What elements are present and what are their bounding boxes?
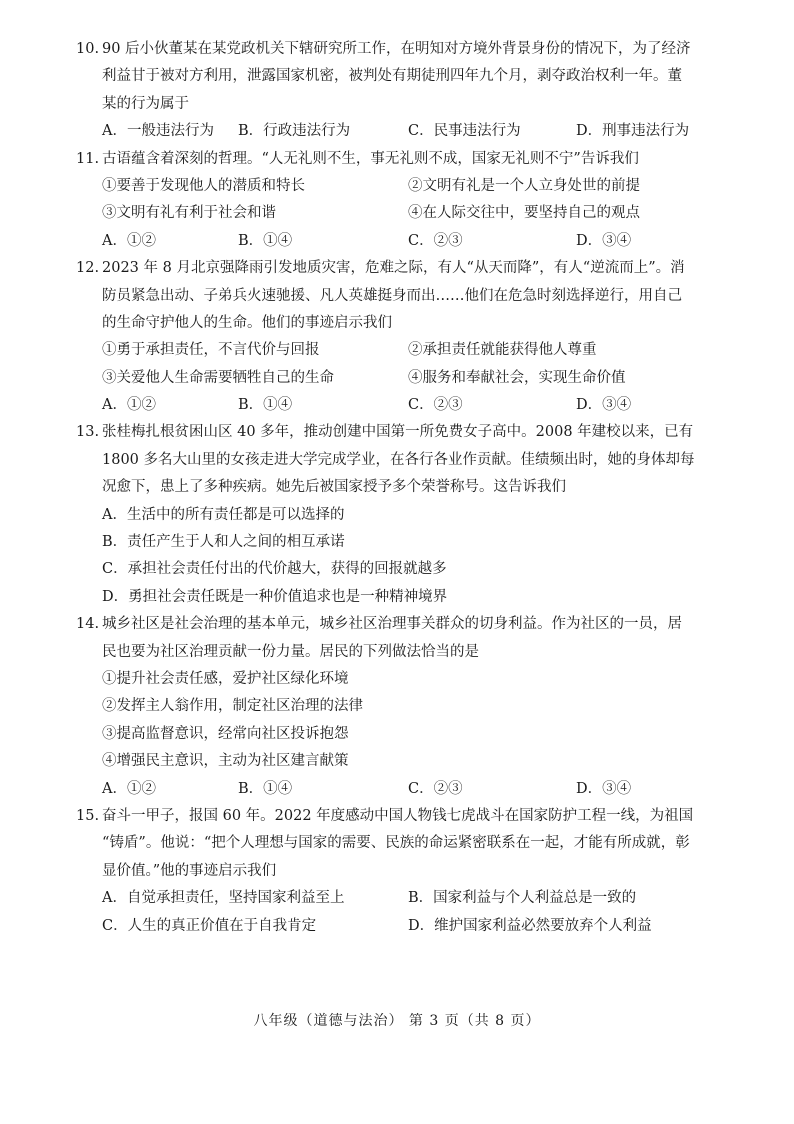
option-b: B．责任产生于人和人之间的相互承诺 — [102, 534, 345, 551]
statement-2: ②文明有礼是一个人立身处世的前提 — [408, 177, 640, 194]
statement-3: ③提高监督意识，经常向社区投诉抱怨 — [102, 725, 349, 742]
question-stem-line: 张桂梅扎根贫困山区 40 多年，推动创建中国第一所免费女子高中。2008 年建校以来，已有 — [102, 424, 694, 441]
statement-2: ②承担责任就能获得他人尊重 — [408, 342, 597, 359]
option-a: A．一般违法行为 — [102, 123, 214, 140]
question-stem-line: 奋斗一甲子，报国 60 年。2022 年度感动中国人物钱七虎战斗在国家防护工程一线，为祖国 — [102, 807, 694, 824]
options-row — [76, 885, 724, 912]
options-row — [76, 776, 724, 803]
option-c: C．②③ — [408, 780, 463, 797]
question-14 — [76, 611, 724, 803]
option-c: C．人生的真正价值在于自我肯定 — [102, 917, 317, 934]
option-b: B．行政违法行为 — [238, 123, 351, 140]
statements-row — [76, 173, 724, 200]
option-a: A．自觉承担责任，坚持国家利益至上 — [102, 890, 345, 907]
question-stem-line: 90 后小伙董某在某党政机关下辖研究所工作，在明知对方境外背景身份的情况下，为了经济 — [102, 41, 691, 57]
option-a: A．生活中的所有责任都是可以选择的 — [102, 506, 345, 523]
option-d: D．勇担社会责任既是一种价值追求也是一种精神境界 — [102, 588, 448, 605]
option-d: D．③④ — [576, 397, 632, 414]
options-row — [76, 913, 724, 940]
option-d: D．刑事违法行为 — [576, 123, 690, 140]
statement-1: ①提升社会责任感，爱护社区绿化环境 — [102, 670, 349, 687]
question-stem-line: 某的行为属于 — [102, 95, 189, 112]
question-number: 13. — [76, 424, 100, 441]
option-c: C．承担社会责任付出的代价越大，获得的回报就越多 — [102, 561, 447, 578]
exam-page — [76, 36, 724, 940]
statement-1: ①勇于承担责任，不言代价与回报 — [102, 342, 320, 359]
option-b: B．①④ — [238, 780, 293, 797]
options-row — [76, 118, 724, 145]
question-number: 10. — [76, 41, 100, 57]
option-c: C．②③ — [408, 397, 463, 414]
question-stem-line: 古语蕴含着深刻的哲理。“人无礼则不生，事无礼则不成，国家无礼则不宁”告诉我们 — [102, 150, 639, 167]
question-stem-line: 城乡社区是社会治理的基本单元，城乡社区治理事关群众的切身利益。作为社区的一员，居 — [102, 616, 682, 633]
question-10 — [76, 36, 724, 146]
statement-4: ④服务和奉献社会，实现生命价值 — [408, 369, 626, 386]
question-13 — [76, 419, 724, 611]
statement-1: ①要善于发现他人的潜质和特长 — [102, 177, 305, 194]
question-11 — [76, 146, 724, 256]
question-number: 11. — [76, 150, 100, 167]
option-b: B．①④ — [238, 232, 293, 249]
options-row — [76, 228, 724, 255]
statements-row — [76, 337, 724, 364]
question-stem-line: “铸盾”。他说：“把个人理想与国家的需要、民族的命运紧密联系在一起，才能有所成就，彰 — [102, 835, 690, 852]
option-b: B．国家利益与个人利益总是一致的 — [408, 890, 637, 907]
option-a: A．①② — [102, 780, 156, 797]
question-stem-line: 防员紧急出动、子弟兵火速驰援、凡人英雄挺身而出……他们在危急时刻选择逆行，用自己 — [102, 287, 682, 304]
option-d: D．维护国家利益必然要放弃个人利益 — [408, 917, 652, 934]
options-row — [76, 392, 724, 419]
question-15 — [76, 803, 724, 940]
question-stem-line: 况愈下，患上了多种疾病。她先后被国家授予多个荣誉称号。这告诉我们 — [102, 479, 566, 496]
question-number: 14. — [76, 616, 100, 633]
option-b: B．①④ — [238, 397, 293, 414]
statement-2: ②发挥主人翁作用，制定社区治理的法律 — [102, 698, 363, 715]
option-c: C．民事违法行为 — [408, 123, 521, 140]
question-stem-line: 的生命守护他人的生命。他们的事迹启示我们 — [102, 314, 392, 331]
statement-3: ③文明有礼有利于社会和谐 — [102, 205, 276, 222]
page-footer: 八年级（道德与法治） 第 3 页（共 8 页） — [253, 1013, 541, 1029]
question-number: 15. — [76, 807, 100, 824]
option-d: D．③④ — [576, 232, 632, 249]
question-12 — [76, 255, 724, 419]
option-d: D．③④ — [576, 780, 632, 797]
question-stem-line: 利益甘于被对方利用，泄露国家机密，被判处有期徒刑四年九个月，剥夺政治权利一年。董 — [102, 68, 682, 85]
statements-row — [76, 200, 724, 227]
question-stem-line: 2023 年 8 月北京强降雨引发地质灾害，危难之际，有人“从天而降”，有人“逆流而上”。消 — [102, 260, 685, 277]
question-stem-line: 显价值。”他的事迹启示我们 — [102, 862, 277, 879]
question-stem-line: 民也要为社区治理贡献一份力量。居民的下列做法恰当的是 — [102, 643, 479, 660]
statements-row — [76, 365, 724, 392]
statement-4: ④增强民主意识，主动为社区建言献策 — [102, 753, 349, 770]
statement-3: ③关爱他人生命需要牺牲自己的生命 — [102, 369, 334, 386]
option-c: C．②③ — [408, 232, 463, 249]
option-a: A．①② — [102, 397, 156, 414]
option-a: A．①② — [102, 232, 156, 249]
question-number: 12. — [76, 260, 100, 277]
question-stem-line: 1800 多名大山里的女孩走进大学完成学业，在各行各业作贡献。佳绩频出时，她的身体却每 — [102, 451, 695, 468]
statement-4: ④在人际交往中，要坚持自己的观点 — [408, 205, 640, 222]
